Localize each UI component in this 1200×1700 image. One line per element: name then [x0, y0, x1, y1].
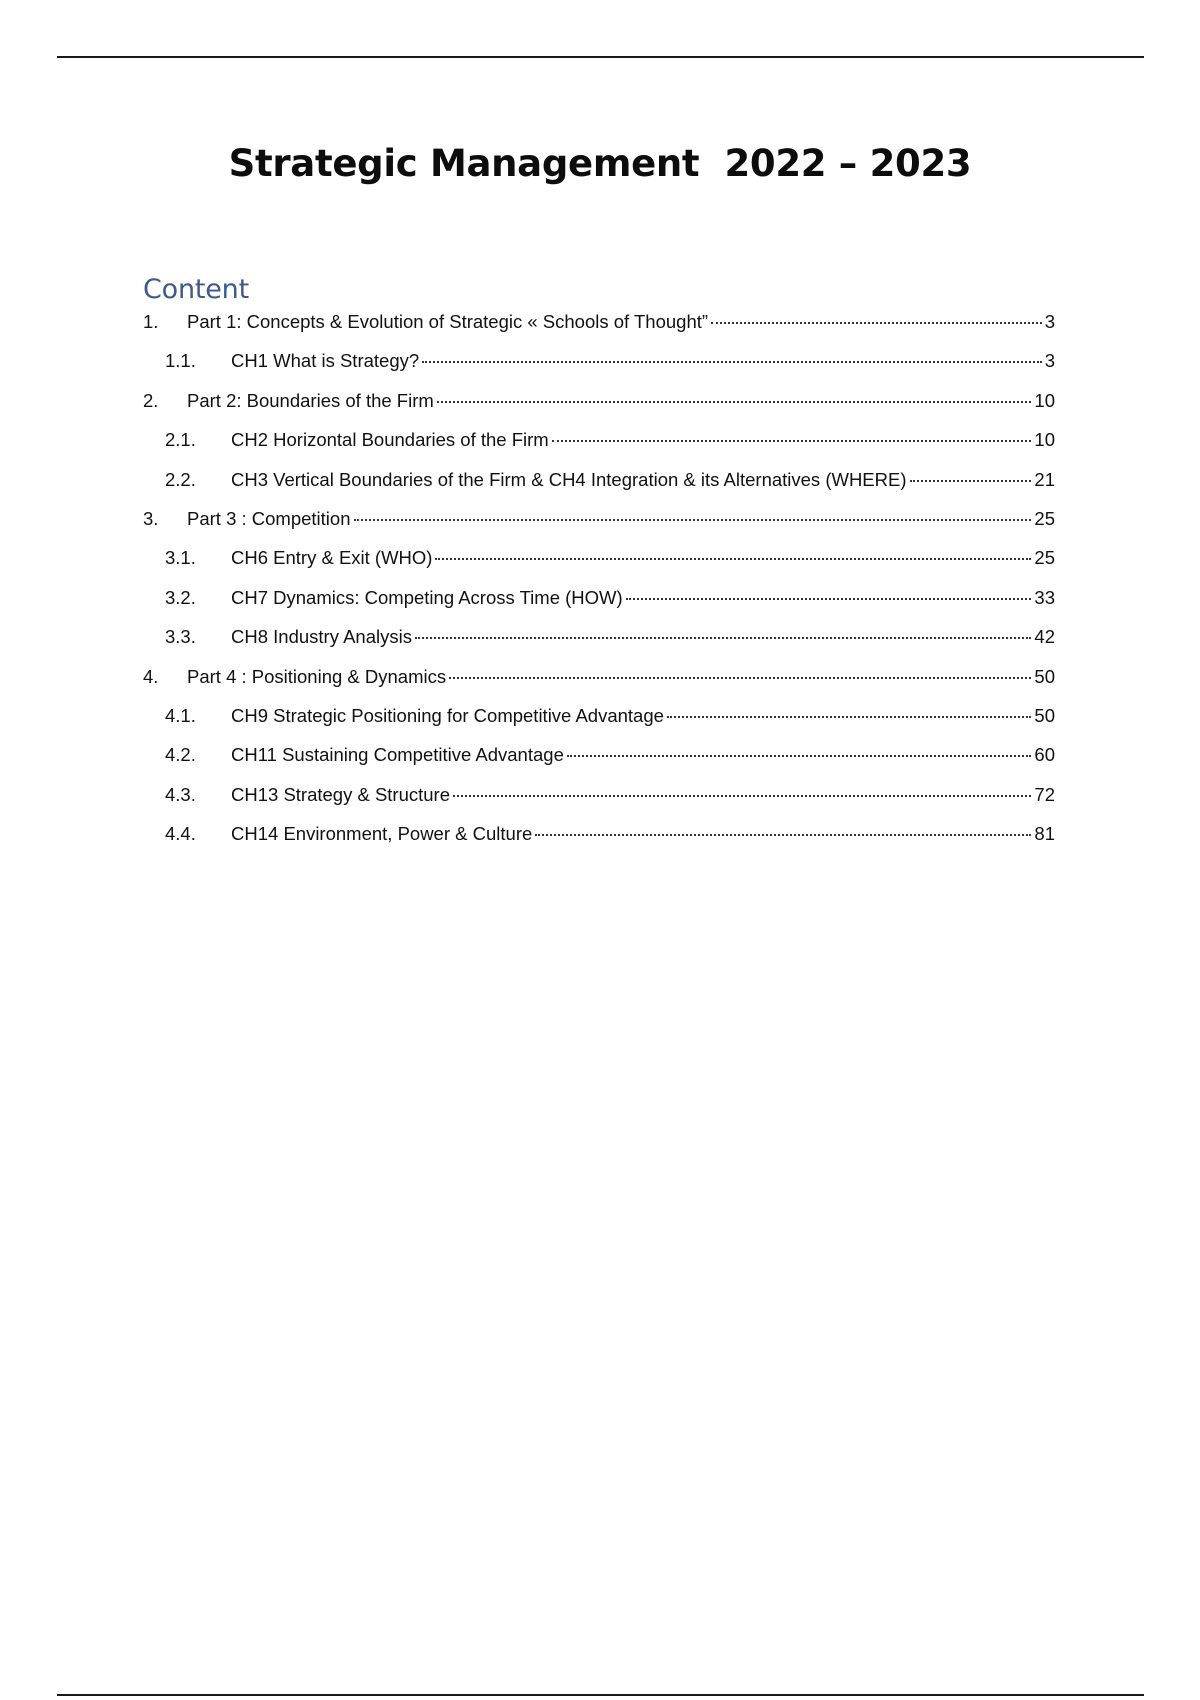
toc-entry-page-number: 25 — [1034, 547, 1055, 569]
toc-entry-number: 2.1. — [165, 429, 196, 451]
toc-entry-page-number: 21 — [1034, 468, 1055, 490]
dot-leader — [435, 558, 1031, 560]
dot-leader — [567, 755, 1032, 757]
toc-entry-label: CH14 Environment, Power & Culture — [231, 823, 533, 845]
toc-entry-number: 4.2. — [165, 744, 196, 766]
toc-entry-number: 4.1. — [165, 704, 196, 726]
toc-entry-number: 3.2. — [165, 586, 196, 608]
toc-entry-chapter[interactable] — [143, 350, 1055, 389]
toc-entry-label: CH8 Industry Analysis — [231, 626, 412, 648]
toc-entry-number: 2.2. — [165, 468, 196, 490]
toc-entry-label: CH3 Vertical Boundaries of the Firm & CH4 Integration & its Alternatives (WHERE) — [231, 468, 907, 490]
toc-entry-chapter[interactable] — [143, 469, 1055, 508]
toc-entry-page-number: 3 — [1044, 311, 1055, 332]
toc-entry-number: 4.4. — [165, 823, 196, 845]
document-title: Strategic Management 2022 – 2023 — [228, 142, 972, 185]
dot-leader — [422, 361, 1042, 363]
toc-entry-number: 3.3. — [165, 626, 196, 648]
toc-entry-page-number: 33 — [1034, 586, 1055, 608]
dot-leader — [437, 401, 1032, 403]
dot-leader — [535, 834, 1031, 836]
toc-entry-label: CH7 Dynamics: Competing Across Time (HOW) — [231, 586, 623, 608]
toc-entry-chapter[interactable] — [143, 744, 1055, 783]
toc-entry-page-number: 50 — [1034, 704, 1055, 726]
toc-entry-number: 2. — [143, 389, 159, 411]
toc-entry-label: Part 2: Boundaries of the Firm — [187, 389, 434, 411]
toc-heading: Content — [143, 274, 249, 305]
toc-entry-number: 1.1. — [165, 350, 196, 372]
toc-entry-part[interactable] — [143, 666, 1055, 705]
toc-entry-label: Part 1: Concepts & Evolution of Strategic « Schools of Thought” — [187, 311, 709, 332]
dot-leader — [415, 637, 1031, 639]
toc-entry-number: 3. — [143, 507, 159, 529]
footer-rule — [57, 1694, 1144, 1696]
dot-leader — [354, 519, 1032, 521]
toc-entry-label: CH13 Strategy & Structure — [231, 783, 451, 805]
toc-entry-page-number: 3 — [1044, 350, 1055, 372]
toc-entry-label: Part 4 : Positioning & Dynamics — [187, 665, 447, 687]
toc-entry-part[interactable] — [143, 390, 1055, 429]
dot-leader — [910, 480, 1032, 482]
toc-entry-page-number: 72 — [1034, 783, 1055, 805]
dot-leader — [711, 322, 1042, 324]
toc-entry-label: CH2 Horizontal Boundaries of the Firm — [231, 429, 549, 451]
toc-entry-page-number: 10 — [1034, 389, 1055, 411]
toc-entry-chapter[interactable] — [143, 587, 1055, 626]
toc-entry-chapter[interactable] — [143, 705, 1055, 744]
toc-entry-label: CH9 Strategic Positioning for Competitive Advantage — [231, 704, 664, 726]
toc-entry-page-number: 42 — [1034, 626, 1055, 648]
toc-entry-chapter[interactable] — [143, 429, 1055, 468]
toc-entry-label: CH11 Sustaining Competitive Advantage — [231, 744, 564, 766]
dot-leader — [449, 677, 1031, 679]
toc-entry-page-number: 10 — [1034, 429, 1055, 451]
toc-entry-part[interactable] — [143, 508, 1055, 547]
dot-leader — [552, 440, 1032, 442]
toc-entry-label: Part 3 : Competition — [187, 507, 351, 529]
toc-entry-label: CH1 What is Strategy? — [231, 350, 420, 372]
table-of-contents — [143, 311, 1055, 862]
toc-entry-chapter[interactable] — [143, 626, 1055, 665]
toc-entry-number: 4. — [143, 665, 159, 687]
dot-leader — [626, 598, 1032, 600]
header-rule — [57, 56, 1144, 58]
toc-entry-page-number: 50 — [1034, 665, 1055, 687]
toc-entry-page-number: 81 — [1034, 823, 1055, 845]
dot-leader — [453, 795, 1031, 797]
toc-entry-part[interactable] — [143, 311, 1055, 350]
toc-entry-number: 4.3. — [165, 783, 196, 805]
toc-entry-page-number: 60 — [1034, 744, 1055, 766]
toc-entry-label: CH6 Entry & Exit (WHO) — [231, 547, 433, 569]
toc-entry-chapter[interactable] — [143, 823, 1055, 862]
toc-entry-number: 1. — [143, 311, 159, 332]
toc-entry-number: 3.1. — [165, 547, 196, 569]
toc-entry-chapter[interactable] — [143, 784, 1055, 823]
dot-leader — [667, 716, 1031, 718]
toc-entry-chapter[interactable] — [143, 547, 1055, 586]
toc-entry-page-number: 25 — [1034, 507, 1055, 529]
